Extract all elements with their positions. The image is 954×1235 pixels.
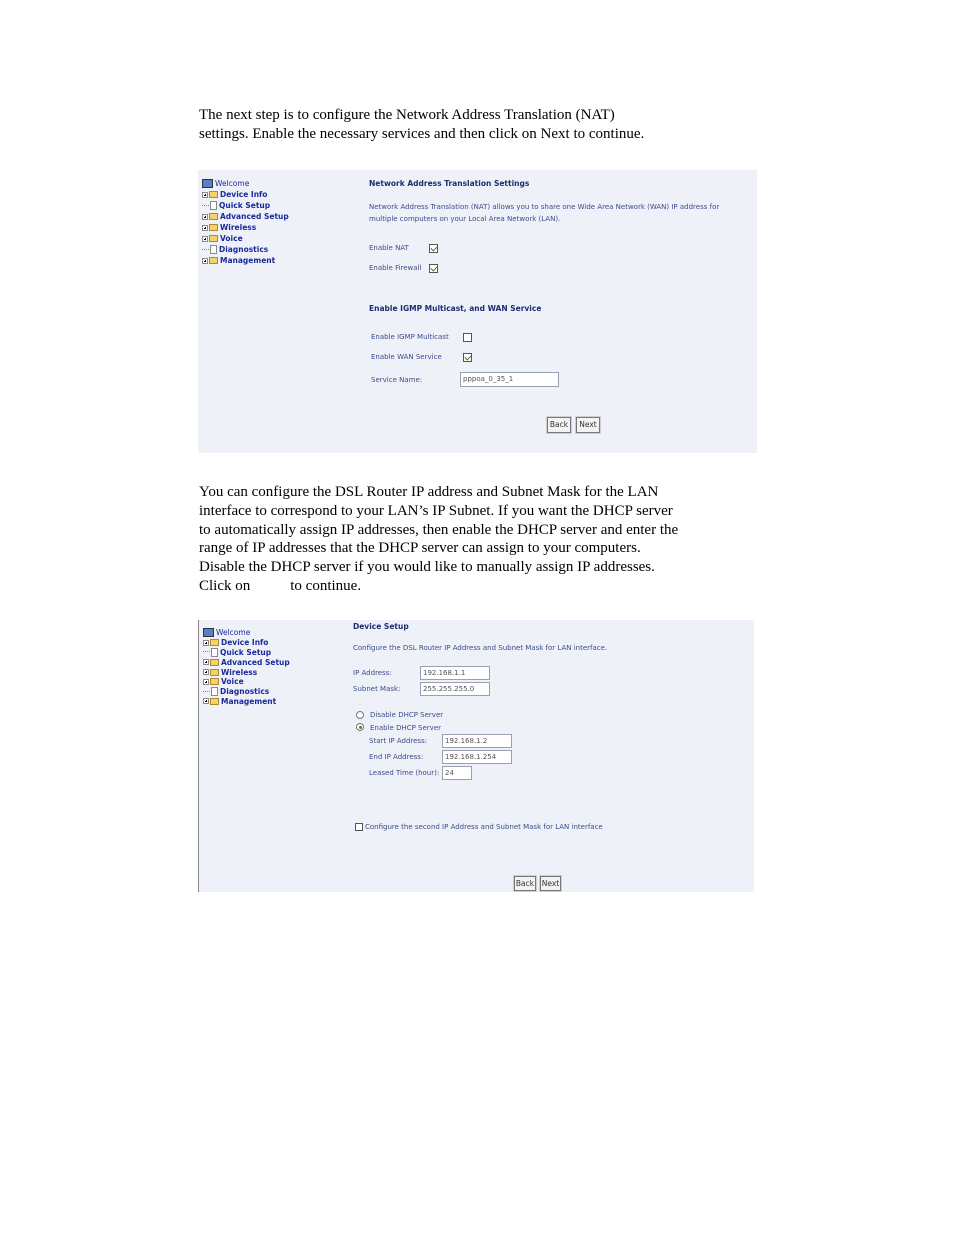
text-line: interface to correspond to your LAN’s IP Subnet. If you want the DHCP server bbox=[199, 502, 673, 519]
text-line: settings. Enable the necessary services and then click on Next to continue. bbox=[199, 125, 645, 142]
nav-management[interactable]: Management bbox=[202, 255, 289, 266]
text-line: Click on to continue. bbox=[199, 577, 362, 594]
ip-address-input[interactable]: 192.168.1.1 bbox=[420, 666, 490, 680]
disable-dhcp-label: Disable DHCP Server bbox=[370, 711, 444, 719]
expand-icon[interactable] bbox=[202, 236, 208, 242]
next-button[interactable]: Next bbox=[540, 876, 561, 891]
nav-management[interactable]: Management bbox=[203, 697, 290, 707]
service-name-label: Service Name: bbox=[371, 376, 423, 384]
expand-icon[interactable] bbox=[202, 192, 208, 198]
back-button[interactable]: Back bbox=[514, 876, 536, 891]
folder-icon bbox=[209, 235, 218, 242]
nav-diagnostics[interactable]: Diagnostics bbox=[202, 244, 289, 255]
subnet-mask-input[interactable]: 255.255.255.0 bbox=[420, 682, 490, 696]
page-icon bbox=[210, 245, 217, 254]
folder-icon bbox=[210, 678, 219, 685]
nav-quick-setup[interactable]: Quick Setup bbox=[202, 200, 289, 211]
nav-quick-setup[interactable]: Quick Setup bbox=[203, 648, 290, 658]
expand-icon[interactable] bbox=[202, 225, 208, 231]
device-setup-screenshot bbox=[198, 620, 754, 892]
nat-title: Network Address Translation Settings bbox=[369, 179, 530, 188]
nav-advanced-setup[interactable]: Advanced Setup bbox=[203, 657, 290, 667]
tree-line-icon bbox=[203, 651, 210, 653]
end-ip-label: End IP Address: bbox=[369, 753, 424, 761]
nav-voice[interactable]: Voice bbox=[203, 677, 290, 687]
tree-line-icon bbox=[203, 691, 210, 693]
nav-diagnostics[interactable]: Diagnostics bbox=[203, 687, 290, 697]
enable-firewall-checkbox[interactable] bbox=[429, 264, 438, 273]
nav-tree bbox=[203, 628, 290, 706]
second-ip-checkbox[interactable] bbox=[355, 823, 363, 831]
second-ip-label: Configure the second IP Address and Subnet Mask for LAN interface bbox=[365, 823, 603, 831]
tree-line-icon bbox=[202, 249, 209, 251]
lease-time-label: Leased Time (hour): bbox=[369, 769, 440, 777]
end-ip-input[interactable]: 192.168.1.254 bbox=[442, 750, 512, 764]
tree-line-icon bbox=[202, 205, 209, 207]
folder-icon bbox=[210, 639, 219, 646]
enable-wan-checkbox[interactable] bbox=[463, 353, 472, 362]
computer-icon bbox=[203, 628, 214, 637]
nav-voice[interactable]: Voice bbox=[202, 233, 289, 244]
expand-icon[interactable] bbox=[202, 214, 208, 220]
expand-icon[interactable] bbox=[203, 659, 209, 665]
disable-dhcp-radio[interactable] bbox=[356, 711, 364, 719]
text-line: You can configure the DSL Router IP address and Subnet Mask for the LAN bbox=[199, 484, 659, 500]
enable-dhcp-label: Enable DHCP Server bbox=[370, 724, 442, 732]
enable-igmp-label: Enable IGMP Multicast bbox=[371, 333, 449, 341]
page-icon bbox=[211, 648, 218, 657]
folder-icon bbox=[210, 669, 219, 676]
text-line: Disable the DHCP server if you would like to manually assign IP addresses. bbox=[199, 559, 655, 576]
nav-wireless[interactable]: Wireless bbox=[203, 667, 290, 677]
nav-advanced-setup[interactable]: Advanced Setup bbox=[202, 211, 289, 222]
enable-nat-label: Enable NAT bbox=[369, 244, 409, 252]
back-button[interactable]: Back bbox=[547, 417, 571, 433]
text-line: The next step is to configure the Network Address Translation (NAT) bbox=[199, 107, 615, 123]
subnet-mask-label: Subnet Mask: bbox=[353, 685, 401, 693]
folder-icon bbox=[210, 659, 219, 666]
lease-time-input[interactable]: 24 bbox=[442, 766, 472, 780]
expand-icon[interactable] bbox=[203, 679, 209, 685]
enable-igmp-checkbox[interactable] bbox=[463, 333, 472, 342]
nav-wireless[interactable]: Wireless bbox=[202, 222, 289, 233]
expand-icon[interactable] bbox=[203, 640, 209, 646]
nat-settings-screenshot bbox=[198, 170, 757, 453]
nav-device-info[interactable]: Device Info bbox=[202, 189, 289, 200]
page-icon bbox=[210, 201, 217, 210]
nat-description-line: Network Address Translation (NAT) allows you to share one Wide Area Network (WAN) IP address for bbox=[369, 203, 720, 211]
folder-icon bbox=[209, 191, 218, 198]
igmp-wan-title: Enable IGMP Multicast, and WAN Service bbox=[369, 304, 542, 313]
folder-icon bbox=[209, 257, 218, 264]
nav-welcome[interactable]: Welcome bbox=[203, 628, 290, 638]
intro-paragraph-nat bbox=[199, 106, 644, 144]
start-ip-label: Start IP Address: bbox=[369, 737, 428, 745]
enable-wan-label: Enable WAN Service bbox=[371, 353, 442, 361]
enable-firewall-label: Enable Firewall bbox=[369, 264, 422, 272]
text-line: to automatically assign IP addresses, then enable the DHCP server and enter the bbox=[199, 521, 679, 538]
folder-icon bbox=[209, 213, 218, 220]
expand-icon[interactable] bbox=[203, 698, 209, 704]
device-setup-title: Device Setup bbox=[353, 622, 409, 631]
text-line: range of IP addresses that the DHCP server can assign to your computers. bbox=[199, 540, 641, 557]
enable-dhcp-radio[interactable] bbox=[356, 723, 364, 731]
folder-icon bbox=[210, 698, 219, 705]
page-icon bbox=[211, 687, 218, 696]
nav-welcome[interactable]: Welcome bbox=[202, 178, 289, 189]
service-name-input[interactable]: pppoa_0_35_1 bbox=[460, 372, 559, 387]
expand-icon[interactable] bbox=[202, 258, 208, 264]
nav-tree bbox=[202, 178, 289, 266]
device-setup-description: Configure the DSL Router IP Address and Subnet Mask for LAN interface. bbox=[353, 644, 608, 652]
computer-icon bbox=[202, 179, 213, 188]
start-ip-input[interactable]: 192.168.1.2 bbox=[442, 734, 512, 748]
enable-nat-checkbox[interactable] bbox=[429, 244, 438, 253]
folder-icon bbox=[209, 224, 218, 231]
expand-icon[interactable] bbox=[203, 669, 209, 675]
next-button[interactable]: Next bbox=[576, 417, 600, 433]
nat-description-line: multiple computers on your Local Area Network (LAN). bbox=[369, 215, 561, 223]
ip-address-label: IP Address: bbox=[353, 669, 392, 677]
intro-paragraph-lan bbox=[199, 483, 739, 596]
nav-device-info[interactable]: Device Info bbox=[203, 638, 290, 648]
